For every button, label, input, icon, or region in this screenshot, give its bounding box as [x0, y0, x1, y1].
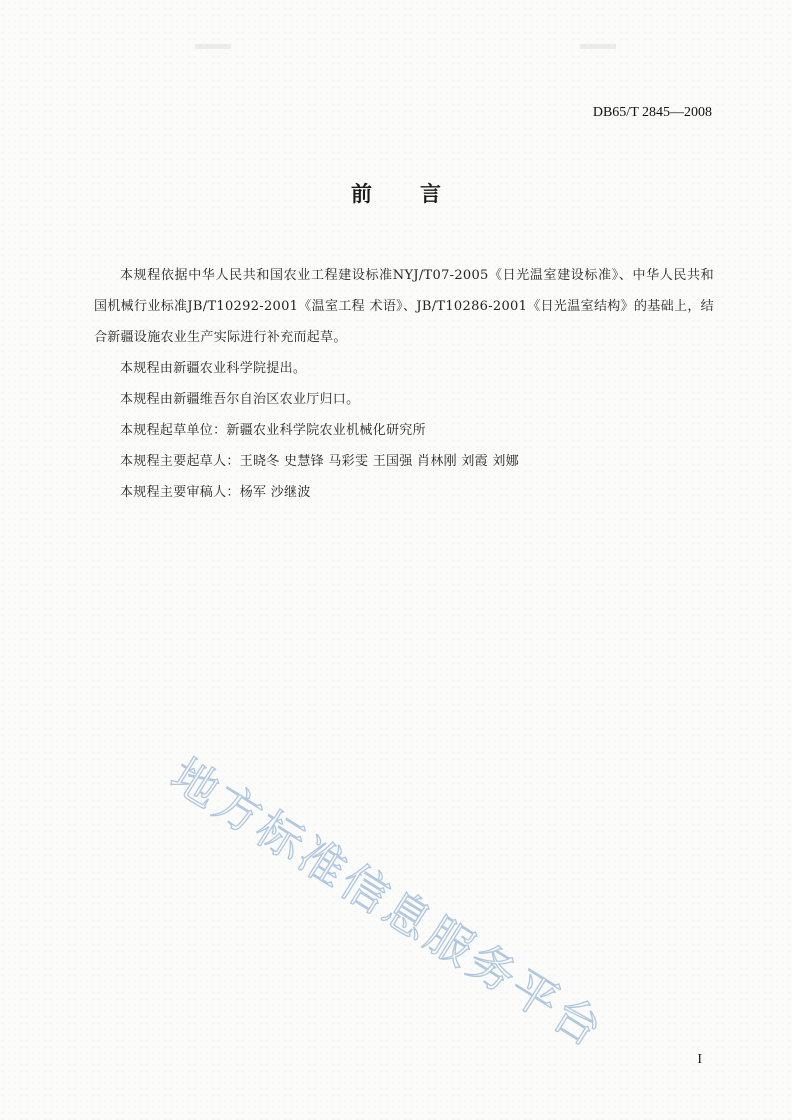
standard-code: DB65/T 2845—2008: [592, 105, 712, 120]
paragraph-drafting-unit: 本规程起草单位：新疆农业科学院农业机械化研究所: [120, 423, 426, 438]
paragraph-drafters: 本规程主要起草人：王晓冬 史慧锋 马彩雯 王国强 肖林刚 刘霞 刘娜: [120, 454, 519, 469]
scan-artifact: [195, 44, 231, 49]
paragraph-basis: 本规程依据中华人民共和国农业工程建设标准NYJ/T07-2005《日光温室建设标准》、中华人民共和国机械行业标准JB/T10292-2001《温室工程 术语》、JB/T10286-2001《日光温室结构》的基础上，结合新疆设施农业生产实际进行补充而起草。: [94, 268, 714, 345]
page-number: I: [697, 1052, 702, 1067]
page-title: [0, 178, 792, 208]
watermark-text: 地方标准信息服务平台: [161, 747, 615, 1059]
paragraph-reviewers: 本规程主要审稿人：杨军 沙继波: [120, 485, 311, 500]
paragraph-proposer: 本规程由新疆农业科学院提出。: [120, 361, 307, 376]
title-char-1: 前: [351, 182, 372, 206]
title-char-2: 言: [420, 182, 441, 206]
foreword-body: [94, 260, 714, 508]
paragraph-administrator: 本规程由新疆维吾尔自治区农业厅归口。: [120, 392, 360, 407]
scan-artifact: [580, 44, 616, 49]
